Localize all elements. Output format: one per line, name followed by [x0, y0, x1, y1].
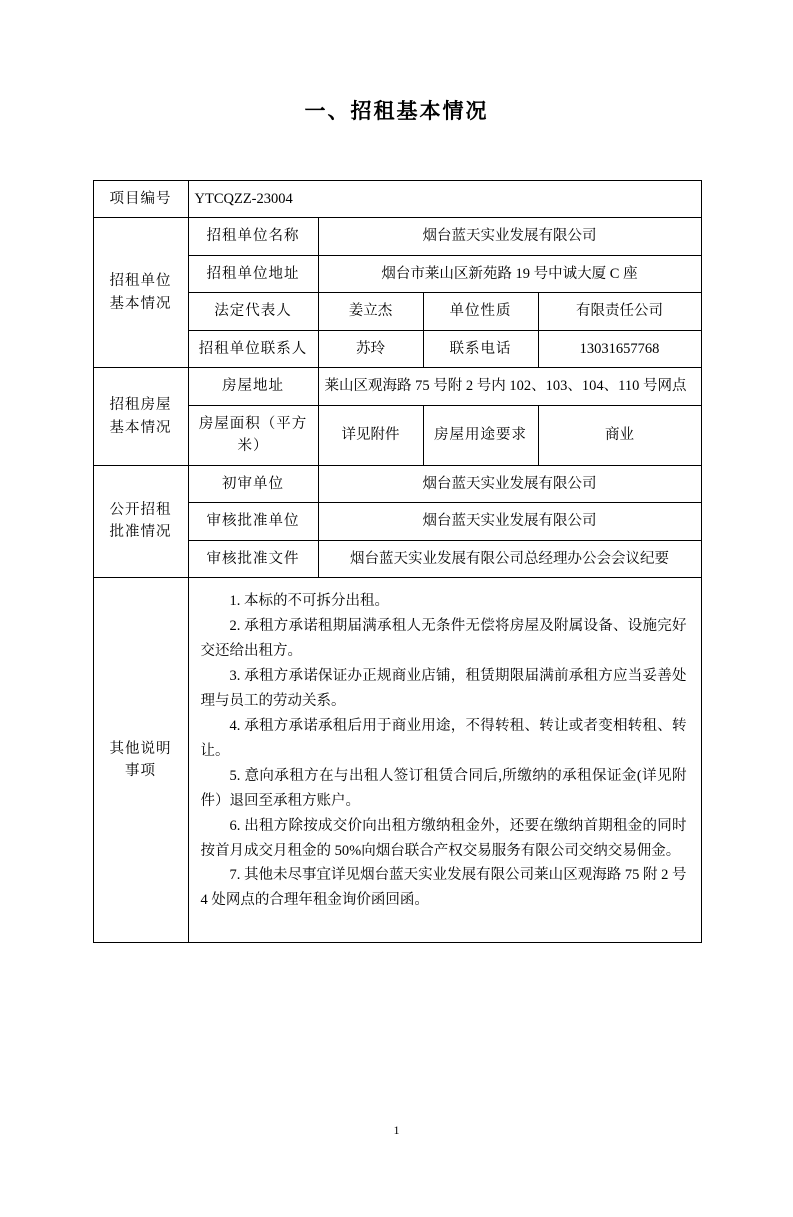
other-notes-label [93, 578, 188, 943]
org-name-label: 招租单位名称 [188, 218, 318, 255]
house-address-value: 莱山区观海路 75 号附 2 号内 102、103、104、110 号网点 [318, 368, 701, 405]
other-notes-item: 5. 意向承租方在与出租人签订租赁合同后,所缴纳的承租保证金(详见附件）退回至承租方账户。 [200, 767, 687, 809]
house-section-label-line1: 招租房屋 [109, 397, 172, 414]
other-notes-item: 6. 出租方除按成交价向出租方缴纳租金外，还要在缴纳首期租金的同时按首月成交月租金的 50%向烟台联合产权交易服务有限公司交纳交易佣金。 [200, 817, 687, 859]
org-section-label [93, 218, 188, 368]
page-title: 一、招租基本情况 [304, 99, 489, 123]
org-nature-value: 有限责任公司 [538, 293, 701, 330]
other-notes-item: 1. 本标的不可拆分出租。 [229, 593, 389, 610]
other-notes-item: 3. 承租方承诺保证办正规商业店铺，租赁期限届满前承租方应当妥善处理与员工的劳动关系。 [200, 667, 687, 709]
page-number: 1 [393, 1123, 400, 1137]
table-row-other-notes [93, 578, 701, 943]
approval-section-label [93, 465, 188, 577]
house-area-value: 详见附件 [318, 405, 423, 465]
approval-doc-label: 审核批准文件 [188, 540, 318, 577]
org-section-label-line1: 招租单位 [109, 273, 172, 290]
house-address-label: 房屋地址 [188, 368, 318, 405]
first-review-value: 烟台蓝天实业发展有限公司 [318, 465, 701, 502]
other-notes-item: 7. 其他未尽事宜详见烟台蓝天实业发展有限公司莱山区观海路 75 附 2 号 4 处网点的合理年租金询价函回函。 [200, 867, 687, 909]
other-notes-item: 4. 承租方承诺承租后用于商业用途，不得转租、转让或者变相转租、转让。 [200, 717, 687, 759]
table-row-first-review [93, 465, 701, 502]
other-notes-item: 2. 承租方承诺租期届满承租人无条件无偿将房屋及附属设备、设施完好交还给出租方。 [200, 618, 687, 660]
org-nature-label: 单位性质 [423, 293, 538, 330]
contact-phone-label: 联系电话 [423, 330, 538, 367]
table-row-house-address [93, 368, 701, 405]
org-name-value: 烟台蓝天实业发展有限公司 [318, 218, 701, 255]
other-notes-list [195, 585, 695, 917]
other-notes-label-line2: 事项 [125, 763, 156, 780]
rental-info-table-wrapper [93, 180, 701, 943]
project-code-label: 项目编号 [93, 181, 188, 218]
legal-rep-label: 法定代表人 [188, 293, 318, 330]
contact-phone-value: 13031657768 [538, 330, 701, 367]
table-row-project-code [93, 181, 701, 218]
approval-section-label-line2: 批准情况 [109, 524, 172, 541]
house-area-label: 房屋面积（平方米） [188, 405, 318, 465]
table-row-org-name [93, 218, 701, 255]
house-section-label-line2: 基本情况 [109, 419, 172, 436]
contact-person-label: 招租单位联系人 [188, 330, 318, 367]
house-section-label [93, 368, 188, 465]
house-usage-label: 房屋用途要求 [423, 405, 538, 465]
approval-unit-value: 烟台蓝天实业发展有限公司 [318, 503, 701, 540]
house-usage-value: 商业 [538, 405, 701, 465]
other-notes-label-line1: 其他说明 [109, 740, 172, 757]
approval-doc-value: 烟台蓝天实业发展有限公司总经理办公会会议纪要 [318, 540, 701, 577]
org-address-label: 招租单位地址 [188, 255, 318, 292]
approval-section-label-line1: 公开招租 [109, 501, 172, 518]
approval-unit-label: 审核批准单位 [188, 503, 318, 540]
first-review-label: 初审单位 [188, 465, 318, 502]
document-page [0, 95, 793, 1217]
other-notes-value [188, 578, 701, 943]
org-section-label-line2: 基本情况 [109, 295, 172, 312]
org-address-value: 烟台市莱山区新苑路 19 号中诚大厦 C 座 [318, 255, 701, 292]
contact-person-value: 苏玲 [318, 330, 423, 367]
legal-rep-value: 姜立杰 [318, 293, 423, 330]
project-code-value: YTCQZZ-23004 [188, 181, 701, 218]
rental-info-table [93, 180, 702, 943]
